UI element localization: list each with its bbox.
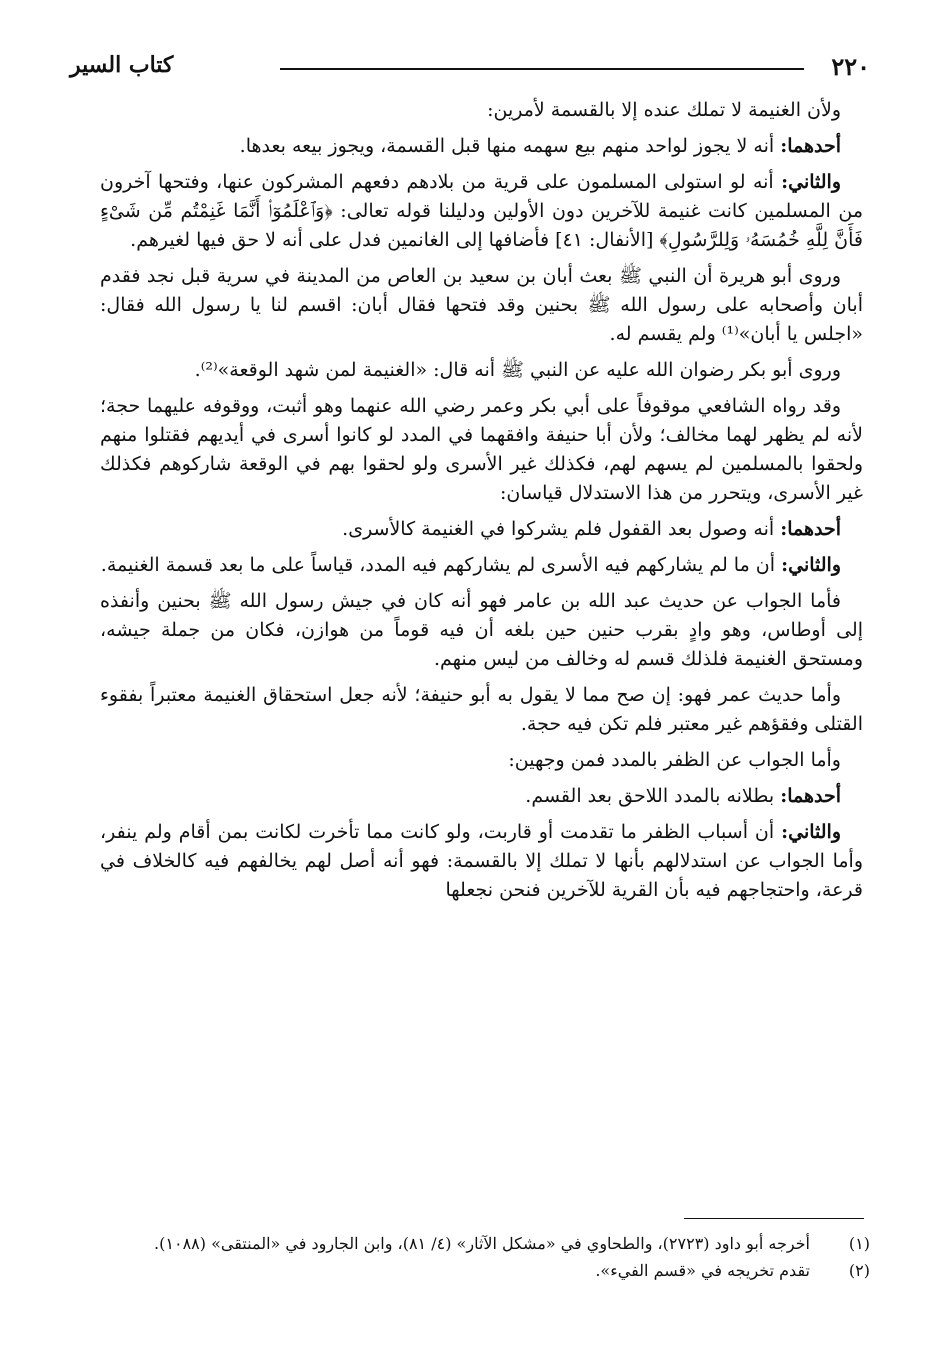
paragraph-lead: والثاني: — [781, 821, 841, 843]
paragraph-text: أنه وصول بعد القفول فلم يشركوا في الغنيمة كالأسرى. — [342, 518, 781, 540]
paragraph-text: وروى أبو بكر رضوان الله عليه عن النبي ﷺ أنه قال: «الغنيمة لمن شهد الوقعة»⁽²⁾. — [194, 359, 841, 381]
book-title: كتاب السير — [70, 52, 174, 78]
paragraph-text: وأما الجواب عن الظفر بالمدد فمن وجهين: — [508, 749, 841, 771]
paragraph-lead: أحدهما: — [780, 785, 841, 807]
paragraph — [100, 551, 863, 580]
header-rule — [280, 68, 804, 70]
paragraph-text: وقد رواه الشافعي موقوفاً على أبي بكر وعمر رضي الله عنهما وهو أثبت، ووقوفه عليهما حجة؛ لأنه لم يظهر لهما مخالف؛ ولأن أبا حنيفة وافقهما في المدد لو كانوا أسرى في أيديهم فقتلوا منهم ولحقوا بالمسلمين لم يسهم لهم، فكذلك غير الأسرى ولو لحقوا بهم في الوقعة شاركوهم فكذلك غير الأسرى، ويتحرر من هذا الاستدلال قياسان: — [100, 395, 863, 504]
page-header — [70, 52, 870, 92]
paragraph-text: فأما الجواب عن حديث عبد الله بن عامر فهو أنه كان في جيش رسول الله ﷺ بحنين وأنفذه إلى أوطاس، وهو وادٍ بقرب حنين حين بلغه أن فيه قوماً من هوازن، فكان من جملة جيشه، ومستحق الغنيمة فلذلك قسم له وخالف من ليس منهم. — [100, 590, 863, 670]
paragraph-text: ولأن الغنيمة لا تملك عنده إلا بالقسمة لأمرين: — [487, 99, 841, 121]
footnote-number: (٢) — [848, 1261, 870, 1280]
paragraph — [100, 782, 863, 811]
paragraph — [100, 587, 863, 674]
main-text — [100, 96, 863, 912]
paragraph-lead: أحدهما: — [780, 518, 841, 540]
footnote — [95, 1230, 870, 1257]
paragraph — [100, 356, 863, 385]
paragraph-text: وأما حديث عمر فهو: إن صح مما لا يقول به أبو حنيفة؛ لأنه جعل استحقاق الغنيمة معتبراً بفقوء القتلى وفقؤهم غير معتبر فلم تكن فيه حجة. — [100, 684, 863, 735]
paragraph-lead: أحدهما: — [780, 135, 841, 157]
paragraph-lead: والثاني: — [781, 171, 841, 193]
paragraph — [100, 132, 863, 161]
paragraph — [100, 96, 863, 125]
paragraph — [100, 262, 863, 349]
paragraph-text: أن أسباب الظفر ما تقدمت أو قاربت، ولو كانت مما تأخرت لكانت بمن أقام ولم ينفر، وأما الجواب عن استدلالهم بأنها لا تملك إلا بالقسمة: فهو أنه أصل لهم يخالفهم فيه كالخلاف في قرعة، واحتجاجهم فيه بأن القرية للآخرين فنحن نجعلها — [100, 821, 863, 901]
paragraph-lead: والثاني: — [781, 554, 841, 576]
paragraph — [100, 168, 863, 255]
paragraph — [100, 746, 863, 775]
paragraph — [100, 681, 863, 739]
footnote-number: (١) — [848, 1234, 870, 1253]
page-number: ٢٢٠ — [831, 52, 870, 81]
paragraph — [100, 392, 863, 508]
paragraph — [100, 515, 863, 544]
paragraph-text: أنه لا يجوز لواحد منهم بيع سهمه منها قبل القسمة، ويجوز بيعه بعدها. — [239, 135, 781, 157]
paragraph-text: وروى أبو هريرة أن النبي ﷺ بعث أبان بن سعيد بن العاص من المدينة في سرية قبل نجد فقدم أبان وأصحابه على رسول الله ﷺ بحنين وقد فتحها فقال أبان: اقسم لنا يا رسول الله فقال: «اجلس يا أبان»⁽¹⁾ ولم يقسم له. — [100, 265, 863, 345]
paragraph — [100, 818, 863, 905]
paragraph-text: أن ما لم يشاركهم فيه الأسرى لم يشاركهم فيه المدد، قياساً على ما بعد قسمة الغنيمة. — [100, 554, 782, 576]
paragraph-text: أنه لو استولى المسلمون على قرية من بلادهم دفعهم المشركون عنها، وفتحها آخرون من المسلمين كانت غنيمة للآخرين دون الأولين ودليلنا قوله تعالى: ﴿وَٱعْلَمُوٓا۟ أَنَّمَا غَنِمْتُم مِّن شَىْءٍ فَأَنَّ لِلَّهِ خُمُسَهُۥ وَلِلرَّسُولِ﴾ [الأنفال: ٤١] فأضافها إلى الغانمين فدل على أنه لا حق فيها لغيرهم. — [100, 171, 863, 251]
footnote-text: تقدم تخريجه في «قسم الفيء». — [595, 1261, 810, 1280]
footnote-rule — [684, 1218, 864, 1219]
footnote — [95, 1257, 870, 1284]
footnote-text: أخرجه أبو داود (٢٧٢٣)، والطحاوي في «مشكل الآثار» (٤/ ٨١)، وابن الجارود في «المنتقى» (١٠٨٨). — [154, 1234, 810, 1253]
footnotes — [95, 1230, 870, 1284]
paragraph-text: بطلانه بالمدد اللاحق بعد القسم. — [525, 785, 781, 807]
